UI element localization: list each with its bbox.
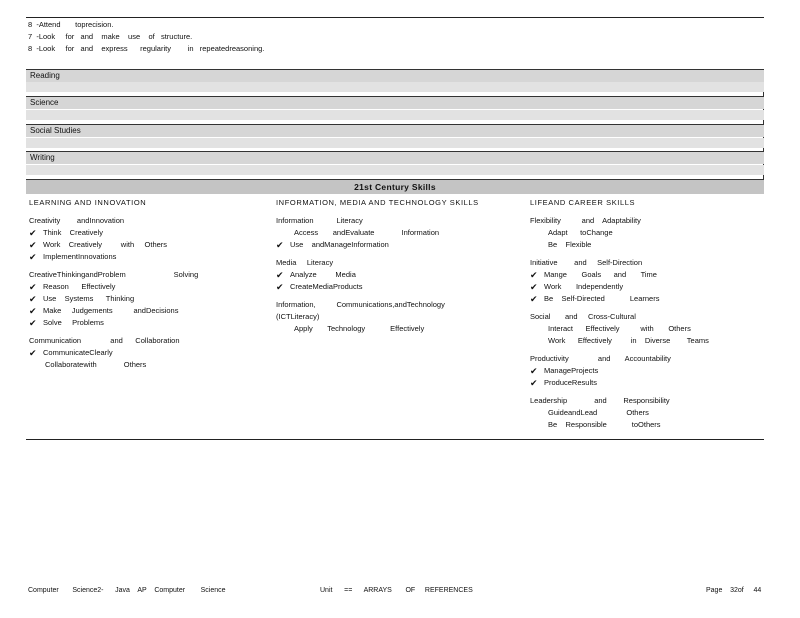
standard-line: 8 -Look for and express regularity in repeatedreasoning.	[28, 44, 265, 53]
skills-table	[26, 194, 764, 440]
checkmark-icon: ✔	[530, 294, 538, 304]
skill-item-text: Be Self-Directed Learners	[544, 294, 660, 303]
section-social-studies	[26, 124, 764, 137]
skill-group	[276, 215, 526, 251]
skill-item-text: Analyze Media	[290, 270, 356, 279]
skill-item	[29, 293, 274, 305]
skills-column-learning	[29, 198, 274, 377]
standard-line: 8 -Attend toprecision.	[28, 20, 114, 29]
skill-group	[530, 257, 760, 305]
standards-list	[28, 19, 264, 55]
skill-item	[276, 281, 526, 293]
skill-group-title: Media Literacy	[276, 258, 334, 267]
section-reading-body	[26, 82, 764, 92]
skill-group-title: Productivity and Accountability	[530, 354, 671, 363]
skill-item-text: Adapt toChange	[548, 228, 613, 237]
checkmark-icon: ✔	[29, 282, 37, 292]
skill-item	[29, 347, 274, 359]
skill-item-text: Be Responsible toOthers	[548, 420, 661, 429]
skill-item-text: Mange Goals and Time	[544, 270, 657, 279]
skill-item	[276, 323, 526, 335]
skill-item	[29, 317, 274, 329]
section-writing-label: Writing	[30, 153, 55, 162]
skill-group	[530, 215, 760, 251]
skills-header-title: 21st Century Skills	[354, 182, 436, 192]
footer-page-number: Page 32of 44	[706, 587, 762, 594]
checkmark-icon: ✔	[29, 306, 37, 316]
skills-column-title: LIFEAND CAREER SKILLS	[530, 198, 636, 207]
skill-item-text: CommunicateClearly	[43, 348, 113, 357]
skill-group-title: Creativity andInnovation	[29, 216, 125, 225]
skill-group-title: Social and Cross-Cultural	[530, 312, 636, 321]
skill-item-text: Use Systems Thinking	[43, 294, 135, 303]
skill-item-text: Be Flexible	[548, 240, 592, 249]
skill-group	[276, 257, 526, 293]
skill-group-title: Leadership and Responsibility	[530, 396, 670, 405]
skill-item	[530, 323, 760, 335]
skill-item-text: ImplementInnovations	[43, 252, 117, 261]
skill-group	[530, 353, 760, 389]
skills-column-information	[276, 198, 526, 341]
checkmark-icon: ✔	[276, 270, 284, 280]
skill-group	[276, 299, 526, 335]
section-reading	[26, 69, 764, 82]
checkmark-icon: ✔	[29, 240, 37, 250]
skill-item	[530, 293, 760, 305]
skill-item	[530, 239, 760, 251]
skill-item	[29, 281, 274, 293]
section-science-label: Science	[30, 98, 59, 107]
skill-item	[276, 269, 526, 281]
section-science	[26, 96, 764, 109]
skill-item-text: Think Creatively	[43, 228, 104, 237]
checkmark-icon: ✔	[29, 294, 37, 304]
skills-column-title: LEARNING AND INNOVATION	[29, 198, 147, 207]
skill-item-text: Work Independently	[544, 282, 624, 291]
skill-item	[530, 407, 760, 419]
skill-item-text: Access andEvaluate Information	[294, 228, 440, 237]
checkmark-icon: ✔	[530, 378, 538, 388]
checkmark-icon: ✔	[276, 282, 284, 292]
top-rule	[26, 17, 764, 18]
checkmark-icon: ✔	[530, 270, 538, 280]
skill-item-text: Apply Technology Effectively	[294, 324, 425, 333]
skill-item	[530, 269, 760, 281]
skill-item-text: Use andManageInformation	[290, 240, 389, 249]
section-writing	[26, 151, 764, 164]
skill-item-text: Work Creatively with Others	[43, 240, 168, 249]
skill-group-title: CreativeThinkingandProblem Solving	[29, 270, 199, 279]
checkmark-icon: ✔	[29, 228, 37, 238]
skill-item	[29, 305, 274, 317]
checkmark-icon: ✔	[530, 366, 538, 376]
skills-header	[26, 179, 764, 194]
standard-line: 7 -Look for and make use of structure.	[28, 32, 193, 41]
skills-column-life-career	[530, 198, 760, 437]
skill-group	[530, 311, 760, 347]
skill-item	[29, 227, 274, 239]
skill-group-title: Communication and Collaboration	[29, 336, 180, 345]
skill-group	[29, 335, 274, 371]
skill-item	[29, 251, 274, 263]
checkmark-icon: ✔	[29, 348, 37, 358]
section-writing-body	[26, 165, 764, 175]
skill-item	[530, 335, 760, 347]
checkmark-icon: ✔	[530, 282, 538, 292]
skill-item	[276, 227, 526, 239]
section-social-studies-body	[26, 138, 764, 148]
section-science-body	[26, 110, 764, 120]
skill-item-text: GuideandLead Others	[548, 408, 649, 417]
skill-item-text: Reason Effectively	[43, 282, 116, 291]
skill-group-title: Flexibility and Adaptability	[530, 216, 641, 225]
skill-item	[276, 239, 526, 251]
skill-group-title: Information, Communications,andTechnology (ICTLiteracy)	[276, 300, 445, 321]
skill-item-text: Make Judgements andDecisions	[43, 306, 179, 315]
skill-group-title: Information Literacy	[276, 216, 363, 225]
skill-group	[29, 269, 274, 329]
skill-item-text: Interact Effectively with Others	[548, 324, 691, 333]
skill-item-text: ManageProjects	[544, 366, 599, 375]
skill-item	[530, 377, 760, 389]
checkmark-icon: ✔	[29, 318, 37, 328]
skill-group	[29, 215, 274, 263]
skill-item-text: Collaboratewith Others	[45, 360, 147, 369]
skill-item	[530, 281, 760, 293]
footer-course: Computer Science2- Java AP Computer Science	[28, 587, 226, 594]
skill-item-text: Solve Problems	[43, 318, 104, 327]
skill-item	[530, 365, 760, 377]
footer-unit: Unit == ARRAYS OF REFERENCES	[320, 587, 473, 594]
skill-item-text: Work Effectively in Diverse Teams	[548, 336, 709, 345]
skill-item-text: CreateMediaProducts	[290, 282, 363, 291]
checkmark-icon: ✔	[29, 252, 37, 262]
skills-column-title: INFORMATION, MEDIA AND TECHNOLOGY SKILLS	[276, 198, 479, 207]
section-reading-label: Reading	[30, 71, 60, 80]
skill-item-text: ProduceResults	[544, 378, 597, 387]
skill-item	[530, 419, 760, 431]
section-social-studies-label: Social Studies	[30, 126, 81, 135]
skill-group	[530, 395, 760, 431]
skill-item	[29, 359, 274, 371]
checkmark-icon: ✔	[276, 240, 284, 250]
skill-item	[29, 239, 274, 251]
skill-group-title: Initiative and Self-Direction	[530, 258, 643, 267]
skill-item	[530, 227, 760, 239]
